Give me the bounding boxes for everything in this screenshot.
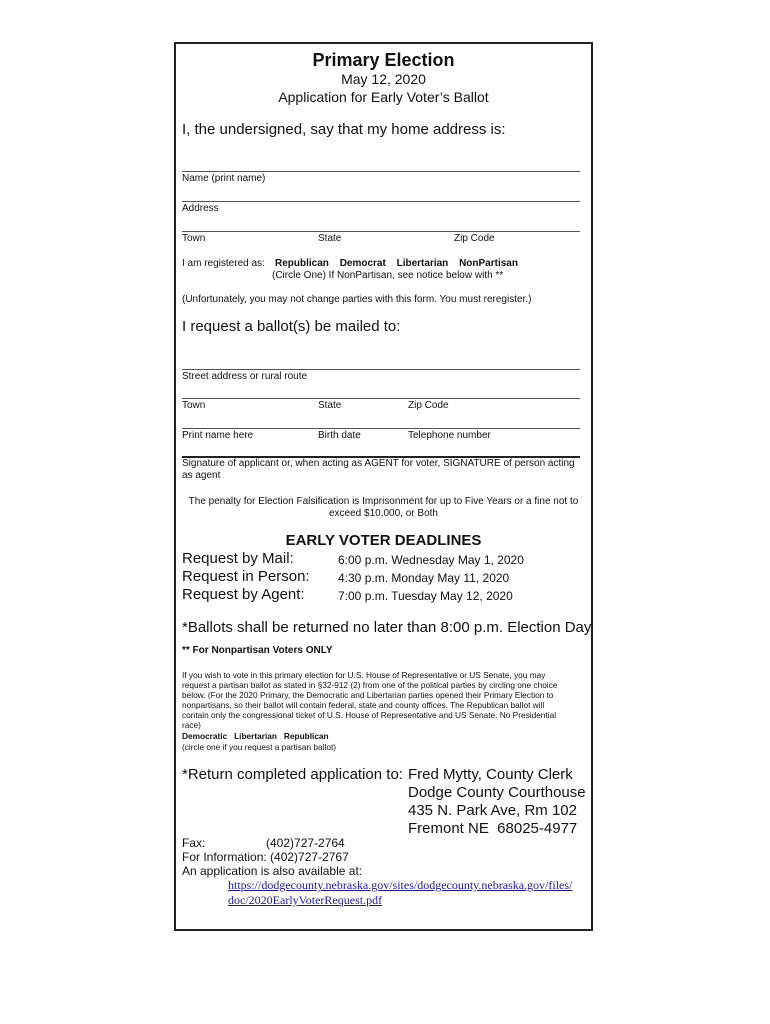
penalty-line1: The penalty for Election Falsification is Imprisonment for up to Five Years or a fine not to [188, 496, 579, 507]
birth-date-label: Birth date [318, 430, 361, 441]
deadline-mail-label: Request by Mail: [182, 550, 294, 567]
telephone-label: Telephone number [408, 430, 491, 441]
zip-label: Zip Code [454, 233, 495, 244]
nonpartisan-text-1: If you wish to vote in this primary election for U.S. House of Representative or US Senate, you may [182, 670, 546, 680]
print-name-line[interactable] [182, 428, 580, 429]
party-democrat[interactable]: Democrat [339, 258, 386, 269]
home-address-intro: I, the undersigned, say that my home address is: [182, 121, 506, 138]
form-subtitle: Application for Early Voter’s Ballot [278, 89, 489, 105]
nonpartisan-text-5: contain only the congressional ticket of U.S. House of Representative and US Senate. No Presidential [182, 710, 557, 720]
return-to-line2: Dodge County Courthouse [408, 784, 586, 801]
party-options[interactable] [275, 258, 526, 269]
street-line[interactable] [182, 369, 580, 370]
election-date: May 12, 2020 [341, 71, 426, 87]
mail-heading: I request a ballot(s) be mailed to: [182, 318, 401, 335]
address-label: Address [182, 203, 219, 214]
early-voter-application-form [174, 42, 593, 931]
nonpartisan-text-3: below. (For the 2020 Primary, the Democratic and Libertarian parties opened their Primary Election to [182, 690, 554, 700]
nonpartisan-text-4: nonpartisans, so their ballot will contain federal, state and county offices. The Republican ballot will [182, 700, 545, 710]
application-url-line1[interactable]: https://dodgecounty.nebraska.gov/sites/dodgecounty.nebraska.gov/files/ [228, 878, 573, 892]
party-change-warning: (Unfortunately, you may not change parties with this form. You must reregister.) [182, 294, 532, 305]
info-phone: For Information: (402)727-2767 [182, 850, 349, 864]
mail-town-label: Town [182, 400, 206, 411]
print-name-label: Print name here [182, 430, 254, 441]
return-to-label: *Return completed application to: [182, 766, 403, 783]
name-line[interactable] [182, 171, 580, 172]
form-title: Primary Election [312, 50, 455, 70]
return-to-line4: Fremont NE 68025-4977 [408, 820, 578, 837]
available-text: An application is also available at: [182, 864, 363, 878]
town-state-zip-line[interactable] [182, 231, 580, 232]
fax-number: (402)727-2764 [266, 836, 345, 850]
street-label: Street address or rural route [182, 371, 308, 382]
circle-one-note: (Circle One) If NonPartisan, see notice below with ** [272, 270, 504, 281]
deadline-person-label: Request in Person: [182, 568, 310, 585]
party-republican[interactable]: Republican [275, 258, 329, 269]
partisan-ballot-instruction: (circle one if you request a partisan ballot) [182, 742, 337, 752]
registered-as-label: I am registered as: [182, 258, 265, 269]
nonpartisan-text-6: race) [182, 720, 201, 730]
partisan-ballot-options[interactable]: Democratic Libertarian Republican [182, 731, 329, 741]
ballot-return-note: *Ballots shall be returned no later than 8:00 p.m. Election Day. [182, 619, 595, 636]
party-libertarian[interactable]: Libertarian [396, 258, 449, 269]
deadline-agent-label: Request by Agent: [182, 586, 305, 603]
return-to-line1: Fred Mytty, County Clerk [408, 766, 573, 783]
address-line[interactable] [182, 201, 580, 202]
mail-town-line[interactable] [182, 398, 580, 399]
penalty-line2: exceed $10,000, or Both [329, 508, 438, 519]
mail-zip-label: Zip Code [408, 400, 449, 411]
nonpartisan-heading: ** For Nonpartisan Voters ONLY [182, 645, 333, 656]
mail-state-label: State [318, 400, 342, 411]
deadline-person-value: 4:30 p.m. Monday May 11, 2020 [338, 571, 510, 585]
application-url-line2[interactable]: doc/2020EarlyVoterRequest.pdf [228, 893, 383, 907]
town-label: Town [182, 233, 206, 244]
fax-label: Fax: [182, 836, 206, 850]
return-to-line3: 435 N. Park Ave, Rm 102 [408, 802, 577, 819]
nonpartisan-text-2: request a partisan ballot as stated in §32-912 (2) from one of the political parties by circling one choice [182, 680, 558, 690]
state-label: State [318, 233, 342, 244]
signature-label-line2: as agent [182, 470, 221, 481]
signature-label-line1: Signature of applicant or, when acting as AGENT for voter, SIGNATURE of person acting [182, 458, 575, 469]
party-nonpartisan[interactable]: NonPartisan [459, 258, 518, 269]
deadline-agent-value: 7:00 p.m. Tuesday May 12, 2020 [338, 589, 513, 603]
deadline-mail-value: 6:00 p.m. Wednesday May 1, 2020 [338, 553, 524, 567]
deadlines-heading: EARLY VOTER DEADLINES [285, 532, 482, 549]
name-label: Name (print name) [182, 173, 266, 184]
